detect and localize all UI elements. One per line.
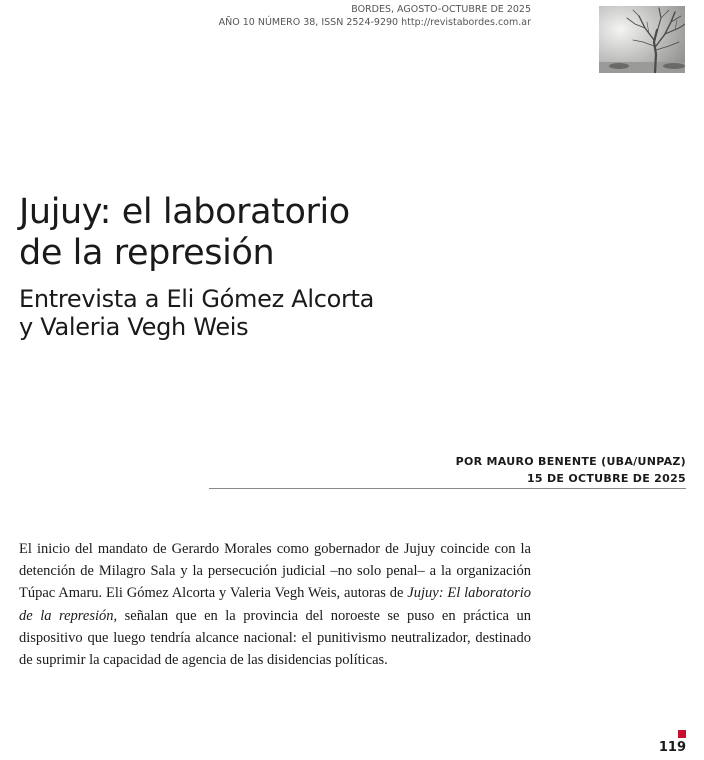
journal-issue-date: BORDES, AGOSTO-OCTUBRE DE 2025 xyxy=(351,4,531,15)
journal-issue-details: AÑO 10 NÚMERO 38, ISSN 2524-9290 http://revistabordes.com.ar xyxy=(218,17,531,28)
byline-divider xyxy=(209,488,686,489)
byline xyxy=(456,453,686,487)
abstract-text-end: señalan que en la provincia del noroeste se puso en práctica un dispositivo que luego tendría alcance nacional: el punitivismo neutralizador, destinado de suprimir la capacidad de agencia de las disidencias políticas. xyxy=(19,607,531,669)
article-subtitle xyxy=(19,285,459,341)
tree-photo xyxy=(599,6,685,73)
article-heading xyxy=(19,192,459,341)
article-author: POR MAURO BENENTE (UBA/UNPAZ) xyxy=(455,455,686,468)
article-title-line-2: de la represión xyxy=(19,233,275,273)
article-subtitle-line-2: y Valeria Vegh Weis xyxy=(19,313,249,341)
article-subtitle-line-1: Entrevista a Eli Gómez Alcorta xyxy=(19,285,375,313)
page-number: 119 xyxy=(658,740,686,755)
article-title-line-1: Jujuy: el laboratorio xyxy=(19,192,350,232)
article-date: 15 DE OCTUBRE DE 2025 xyxy=(526,472,686,485)
page-marker xyxy=(678,730,686,738)
abstract-book-title: Jujuy: El laboratorio de la represión, xyxy=(19,585,531,624)
article-title xyxy=(19,192,459,274)
article-abstract xyxy=(19,538,531,671)
abstract-text-start: El inicio del mandato de Gerardo Morales como gobernador de Jujuy coincide con la detención de Milagro Sala y la persecución judicial –no solo penal– a la organización Túpac Amaru. Eli Gómez Alcorta y Valeria Vegh Weis, autoras de xyxy=(19,541,531,602)
journal-header xyxy=(219,3,531,29)
